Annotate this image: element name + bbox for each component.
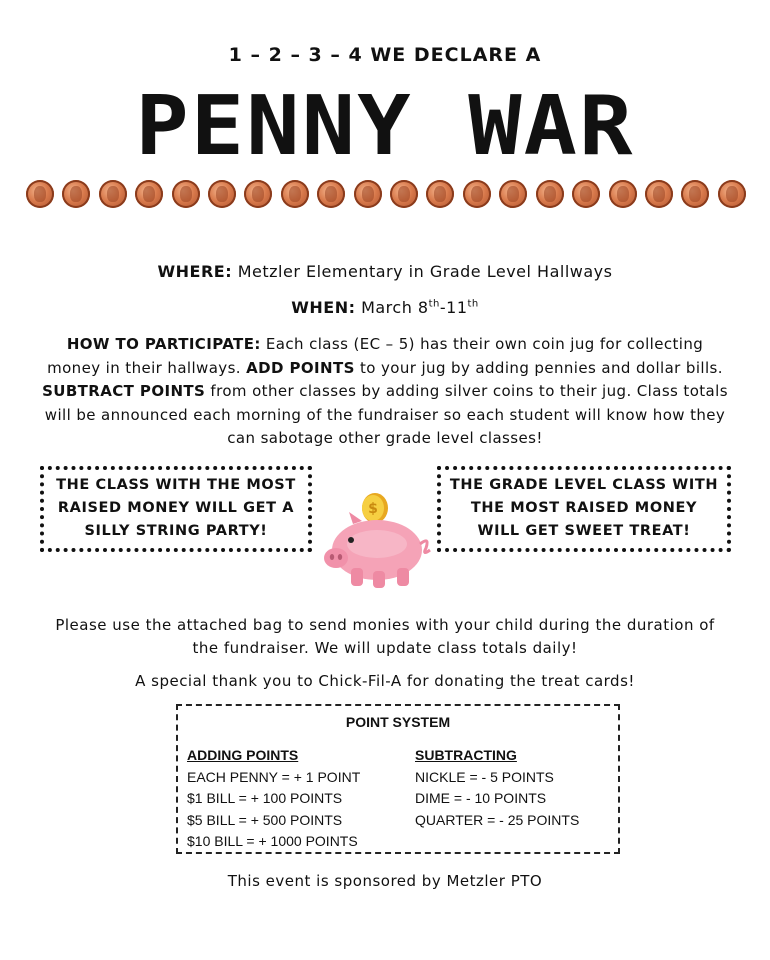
when-date-start: March 8 — [355, 298, 429, 317]
sponsor-footer: This event is sponsored by Metzler PTO — [227, 872, 543, 890]
subtracting-heading: SUBTRACTING — [415, 747, 517, 763]
penny-coin-icon — [499, 180, 527, 208]
penny-coin-icon — [26, 180, 54, 208]
penny-coin-icon — [681, 180, 709, 208]
penny-coin-icon — [281, 180, 309, 208]
coin-icon — [362, 493, 388, 523]
svg-text:$: $ — [368, 501, 378, 517]
when-label: WHEN: — [291, 298, 356, 317]
subtracting-item: QUARTER = - 25 POINTS — [415, 811, 580, 828]
penny-row — [26, 180, 746, 210]
subtract-points-label: SUBTRACT POINTS — [42, 382, 206, 400]
add-points-label: ADD POINTS — [246, 358, 355, 377]
when-suffix-start: th — [428, 298, 440, 310]
participate-text-3: from other classes by adding silver coins to their jug. Class totals will be announced each morning of the fundraiser so each student will know how they can sabotage other grade level classes! — [44, 382, 728, 447]
penny-coin-icon — [390, 180, 418, 208]
when-suffix-end: th — [467, 298, 479, 310]
penny-coin-icon — [718, 180, 746, 208]
adding-points-heading: ADDING POINTS — [187, 747, 299, 763]
subtracting-item: NICKLE = - 5 POINTS — [415, 768, 554, 785]
subtracting-item: DIME = - 10 POINTS — [415, 790, 547, 806]
adding-points-column — [187, 745, 360, 853]
penny-coin-icon — [572, 180, 600, 208]
penny-coin-icon — [426, 180, 454, 208]
participate-text-1: Each class (EC – 5) has their own coin jug for collecting money in their hallways. — [47, 335, 704, 377]
where-line — [0, 262, 770, 281]
participation-instructions — [40, 333, 730, 451]
penny-coin-icon — [609, 180, 637, 208]
penny-coin-icon — [463, 180, 491, 208]
when-line — [0, 298, 770, 317]
participate-label: HOW TO PARTICIPATE: — [66, 335, 261, 353]
when-date-end: -11 — [439, 298, 468, 317]
adding-points-item: $5 BILL = + 500 POINTS — [187, 811, 343, 828]
point-system-box — [176, 704, 620, 854]
adding-points-item: $10 BILL = + 1000 POINTS — [187, 833, 358, 849]
point-system-title: POINT SYSTEM — [345, 714, 451, 730]
where-value: Metzler Elementary in Grade Level Hallways — [232, 262, 613, 281]
adding-points-item: EACH PENNY = + 1 POINT — [187, 768, 361, 785]
penny-coin-icon — [135, 180, 163, 208]
adding-points-item: $1 BILL = + 100 POINTS — [187, 790, 343, 806]
prize-grade-box: THE GRADE LEVEL CLASS WITH THE MOST RAISED MONEY WILL GET SWEET TREAT! — [437, 466, 731, 552]
penny-coin-icon — [645, 180, 673, 208]
piggy-bank-icon — [315, 492, 435, 592]
penny-coin-icon — [62, 180, 90, 208]
where-label: WHERE: — [157, 262, 233, 281]
prize-class-box: THE CLASS WITH THE MOST RAISED MONEY WILL GET A SILLY STRING PARTY! — [40, 466, 312, 552]
penny-coin-icon — [536, 180, 564, 208]
penny-coin-icon — [244, 180, 272, 208]
page-title: PENNY WAR — [135, 79, 635, 174]
pretitle: 1 – 2 – 3 – 4 WE DECLARE A — [228, 44, 542, 66]
participate-text-2: to your jug by adding pennies and dollar bills. — [354, 358, 723, 377]
penny-coin-icon — [208, 180, 236, 208]
bag-note: Please use the attached bag to send monies with your child during the duration of the fundraiser. We will update class totals daily! — [55, 616, 715, 657]
penny-coin-icon — [354, 180, 382, 208]
penny-coin-icon — [317, 180, 345, 208]
thanks-note: A special thank you to Chick-Fil-A for donating the treat cards! — [135, 672, 635, 690]
penny-coin-icon — [172, 180, 200, 208]
penny-coin-icon — [99, 180, 127, 208]
subtracting-column — [415, 745, 579, 831]
